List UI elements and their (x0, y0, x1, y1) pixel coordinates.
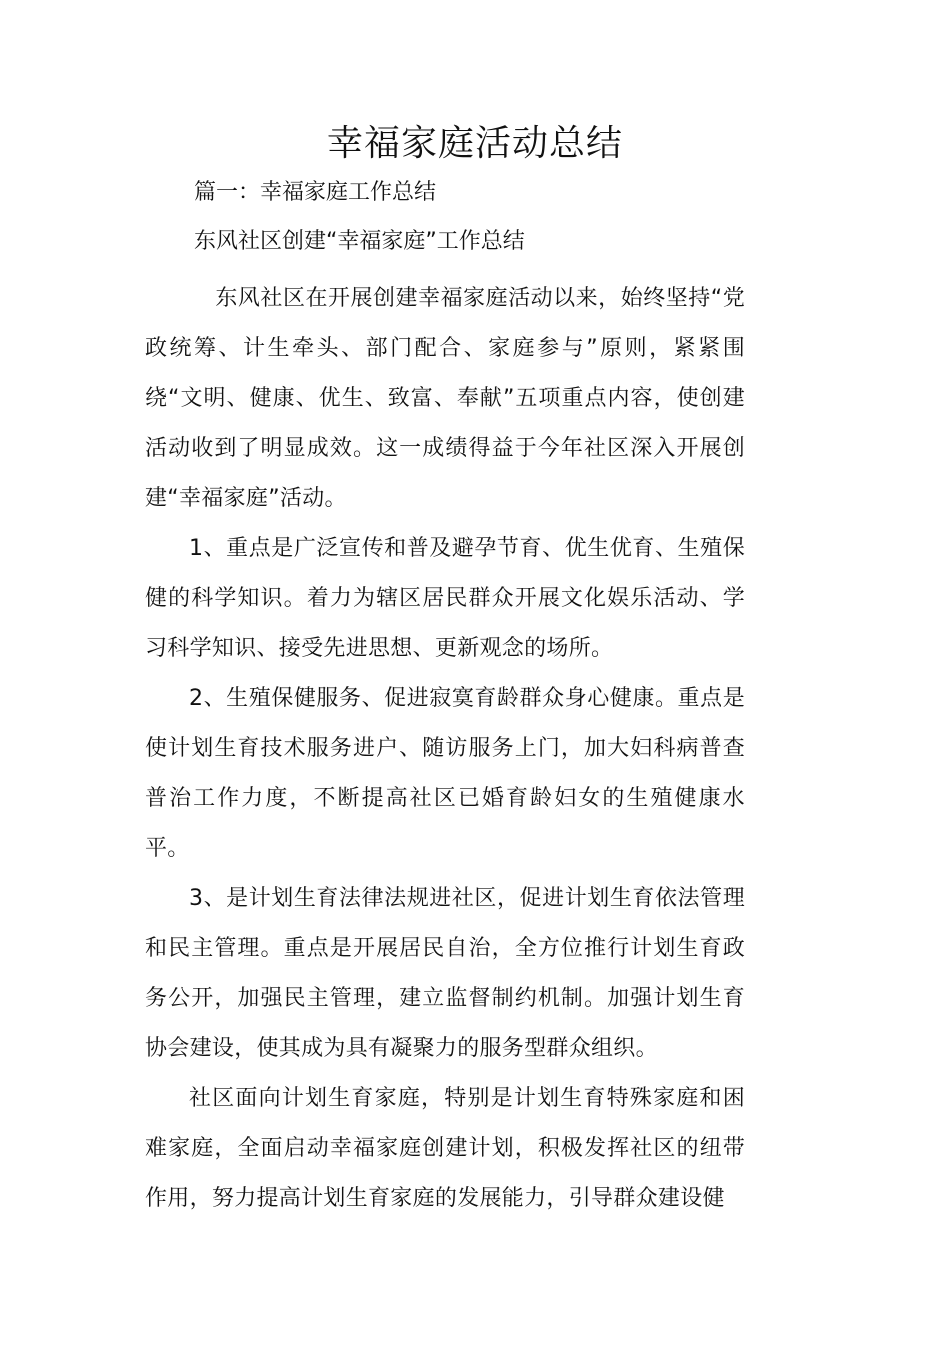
document-body (145, 274, 745, 1224)
part-heading: 篇一：幸福家庭工作总结 (194, 180, 437, 205)
paragraph-community: 社区面向计划生育家庭，特别是计划生育特殊家庭和困难家庭，全面启动幸福家庭创建计划，积极发挥社区的纽带作用，努力提高计划生育家庭的发展能力，引导群众建设健 (145, 1086, 745, 1211)
paragraph-item-1: 1、重点是广泛宣传和普及避孕节育、优生优育、生殖保健的科学知识。着力为辖区居民群众开展文化娱乐活动、学习科学知识、接受先进思想、更新观念的场所。 (145, 536, 745, 661)
paragraph-item-3: 3、是计划生育法律法规进社区，促进计划生育依法管理和民主管理。重点是开展居民自治，全方位推行计划生育政务公开，加强民主管理，建立监督制约机制。加强计划生育协会建设，使其成为具有凝聚力的服务型群众组织。 (145, 886, 745, 1061)
paragraph-item-2: 2、生殖保健服务、促进寂寞育龄群众身心健康。重点是使计划生育技术服务进户、随访服务上门，加大妇科病普查普治工作力度，不断提高社区已婚育龄妇女的生殖健康水平。 (145, 686, 745, 861)
section-heading: 东风社区创建“幸福家庭”工作总结 (194, 229, 525, 254)
paragraph-intro: 东风社区在开展创建幸福家庭活动以来，始终坚持“党政统筹、计生牵头、部门配合、家庭参与”原则，紧紧围绕“文明、健康、优生、致富、奉献”五项重点内容，使创建活动收到了明显成效。这一成绩得益于今年社区深入开展创建“幸福家庭”活动。 (145, 286, 745, 511)
document-title: 幸福家庭活动总结 (326, 123, 623, 164)
